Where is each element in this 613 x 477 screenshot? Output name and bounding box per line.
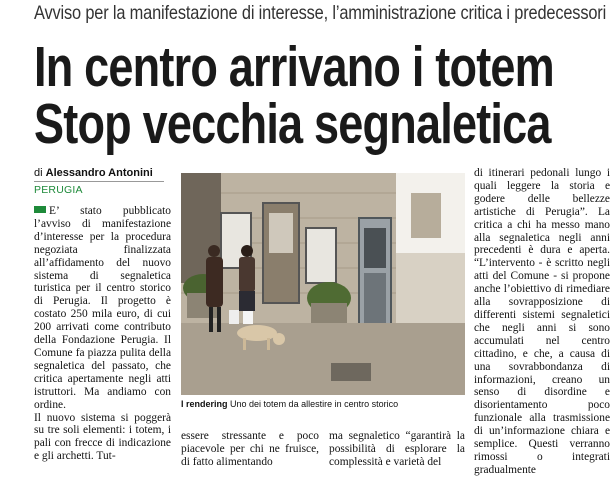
article-paragraph-2: Il nuovo sistema si poggerà su tre soli elementi: i totem, i pali con frecce di indicazione e gli archetti. Tut- (34, 411, 171, 463)
byline-divider (34, 181, 164, 182)
byline-prefix: di (34, 167, 43, 179)
headline-line-2: Stop vecchia segnaletica (34, 92, 551, 156)
article-paragraph-1 (34, 205, 171, 412)
byline (34, 167, 153, 179)
caption-text: Uno dei totem da allestire in centro storico (230, 399, 399, 409)
article-paragraph-1-text: E’ stato pubblicato l’avviso di manifestazione d’interesse per la procedura negoziata finalizzata all’affidamento del nuovo sistema di segnaletica turistica per il centro storico di Perugia. Il progetto è costato 250 mila euro, di cui 200 arrivati come contributo della Fondazione Perugia. Il Comune fa piazza pulita della segnaletica del passato, che critica apertamente negli atti istruttori. Ma andiamo con ordine. (34, 205, 171, 411)
photo-illustration (181, 173, 465, 395)
photo-caption (181, 399, 471, 409)
caption-label: I rendering (181, 399, 228, 409)
rendering-photo (181, 173, 465, 395)
article-column-1 (34, 205, 171, 463)
kicker: Avviso per la manifestazione di interesse, l’amministrazione critica i predecessori (34, 2, 607, 24)
dateline-place: PERUGIA (34, 184, 83, 196)
green-bullet-icon (34, 206, 46, 213)
byline-author: Alessandro Antonini (45, 167, 153, 179)
article-column-3: di itinerari pedonali lungo i quali leggere la storia e godere delle bellezze artistiche di Perugia”. La critica a chi ha messo mano alla segnaletica negli anni precedenti è dura e aperta. “L’intervento - è scritto negli atti del Comune - si propone anche l’obiettivo di rimediare alla sovrapposizione di differenti sistemi segnaletici che negli anni si sono accumulati nel centro cittadino, e che, a causa di una sovrabbondanza di informazioni, creano un senso di disordine e disorientamento poco funzionale alla trasmissione di un’informazione chiara e semplice. Questi verranno rimossi o integrati gradualmente (474, 167, 610, 476)
article-column-2b: ma segnaletico “garantirà la possibilità di esplorare la complessità e varietà del (329, 430, 465, 468)
headline-line-1: In centro arrivano i totem (34, 35, 554, 99)
article-column-2: essere stressante e poco piacevole per chi ne fruisce, di fatto alimentando (181, 430, 319, 468)
